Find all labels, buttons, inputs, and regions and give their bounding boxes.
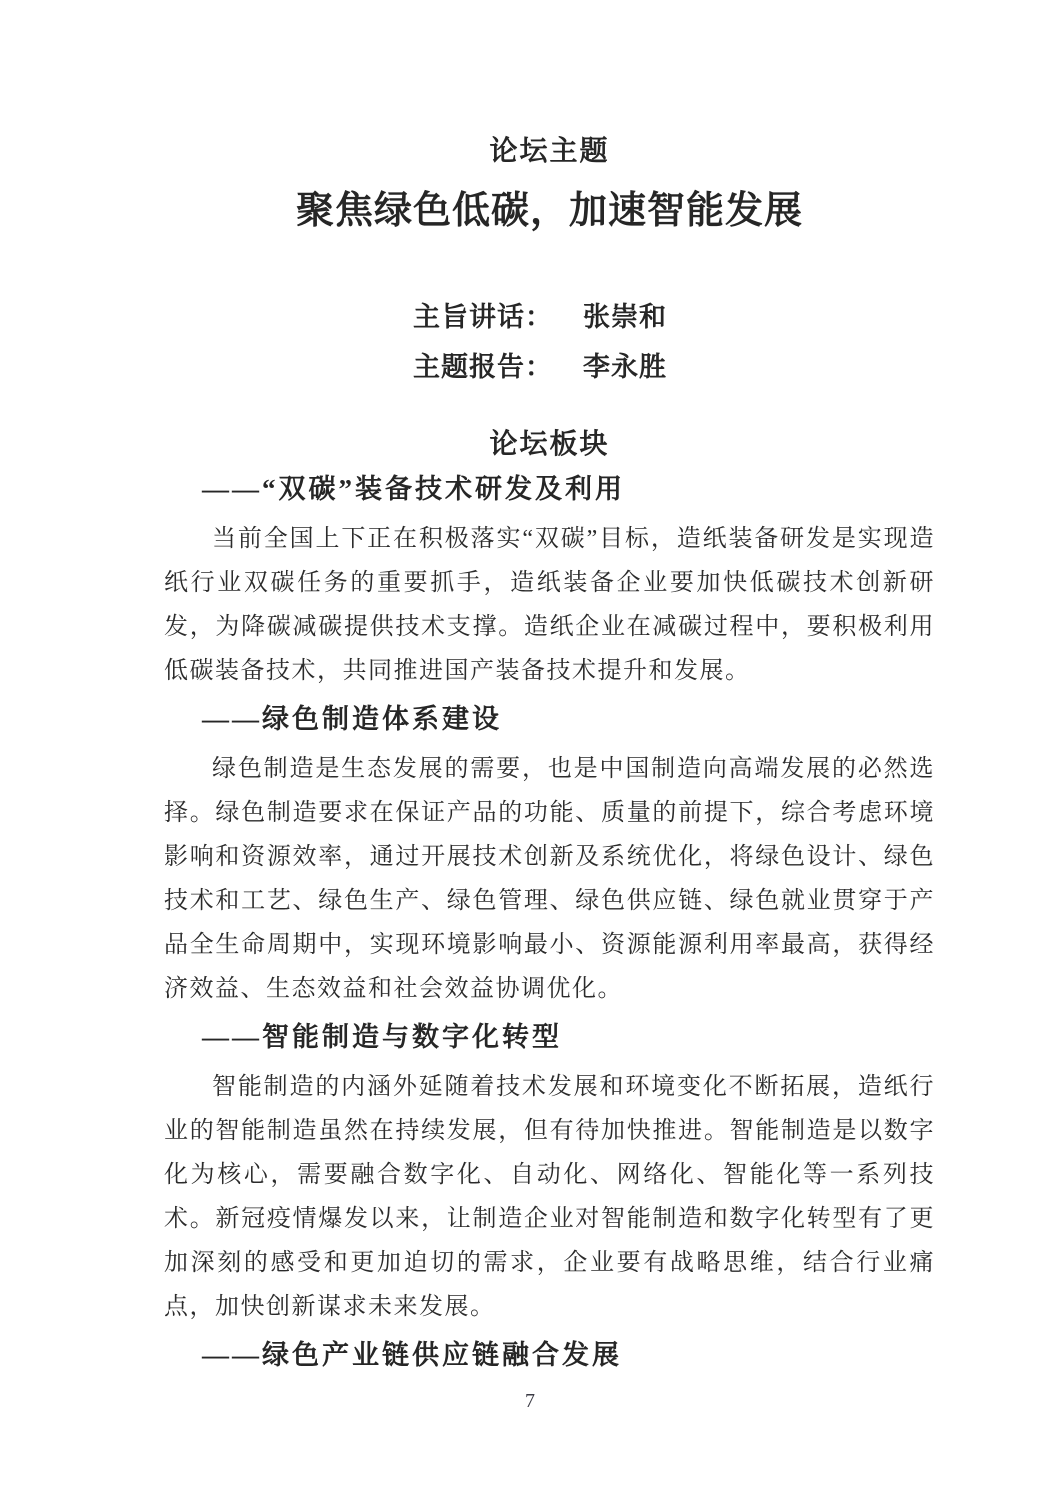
section-green-supply-chain: [164, 1333, 935, 1377]
section-dual-carbon-equipment: [164, 467, 935, 693]
keynote-speech-label: 主旨讲话：: [413, 302, 553, 332]
section-body: 当前全国上下正在积极落实“双碳”目标，造纸装备研发是实现造纸行业双碳任务的重要抓手，造纸装备企业要加快低碳技术创新研发，为降碳减碳提供技术支撑。造纸企业在减碳过程中，要积极利用低碳装备技术，共同推进国产装备技术提升和发展。: [164, 526, 935, 684]
section-body: 智能制造的内涵外延随着技术发展和环境变化不断拓展，造纸行业的智能制造虽然在持续发展，但有待加快推进。智能制造是以数字化为核心，需要融合数字化、自动化、网络化、智能化等一系列技术。新冠疫情爆发以来，让制造企业对智能制造和数字化转型有了更加深刻的感受和更加迫切的需求，企业要有战略思维，结合行业痛点，加快创新谋求未来发展。: [164, 1074, 935, 1320]
keynote-speaker-name: 张崇和: [583, 302, 667, 332]
theme-report-label: 主题报告：: [413, 352, 553, 382]
section-heading: ——智能制造与数字化转型: [202, 1022, 562, 1052]
section-intelligent-manufacturing: [164, 1015, 935, 1329]
speaker-row-keynote: [413, 292, 935, 342]
forum-theme-label: 论坛主题: [489, 136, 610, 167]
section-heading: ——绿色产业链供应链融合发展: [202, 1340, 622, 1370]
main-title: 聚焦绿色低碳，加速智能发展: [295, 190, 803, 232]
section-body: 绿色制造是生态发展的需要，也是中国制造向高端发展的必然选择。绿色制造要求在保证产品的功能、质量的前提下，综合考虑环境影响和资源效率，通过开展技术创新及系统优化，将绿色设计、绿色技术和工艺、绿色生产、绿色管理、绿色供应链、绿色就业贯穿于产品全生命周期中，实现环境影响最小、资源能源利用率最高，获得经济效益、生态效益和社会效益协调优化。: [164, 756, 935, 1002]
forum-sections-title: 论坛板块: [489, 429, 610, 460]
page-number: 7: [525, 1390, 535, 1412]
section-heading: ——“双碳”装备技术研发及利用: [202, 474, 625, 504]
speaker-row-report: [413, 342, 935, 392]
section-green-manufacturing: [164, 697, 935, 1011]
theme-report-speaker-name: 李永胜: [583, 352, 667, 382]
section-heading: ——绿色制造体系建设: [202, 704, 502, 734]
document-content: [164, 0, 935, 1377]
speakers-list: [413, 292, 935, 392]
